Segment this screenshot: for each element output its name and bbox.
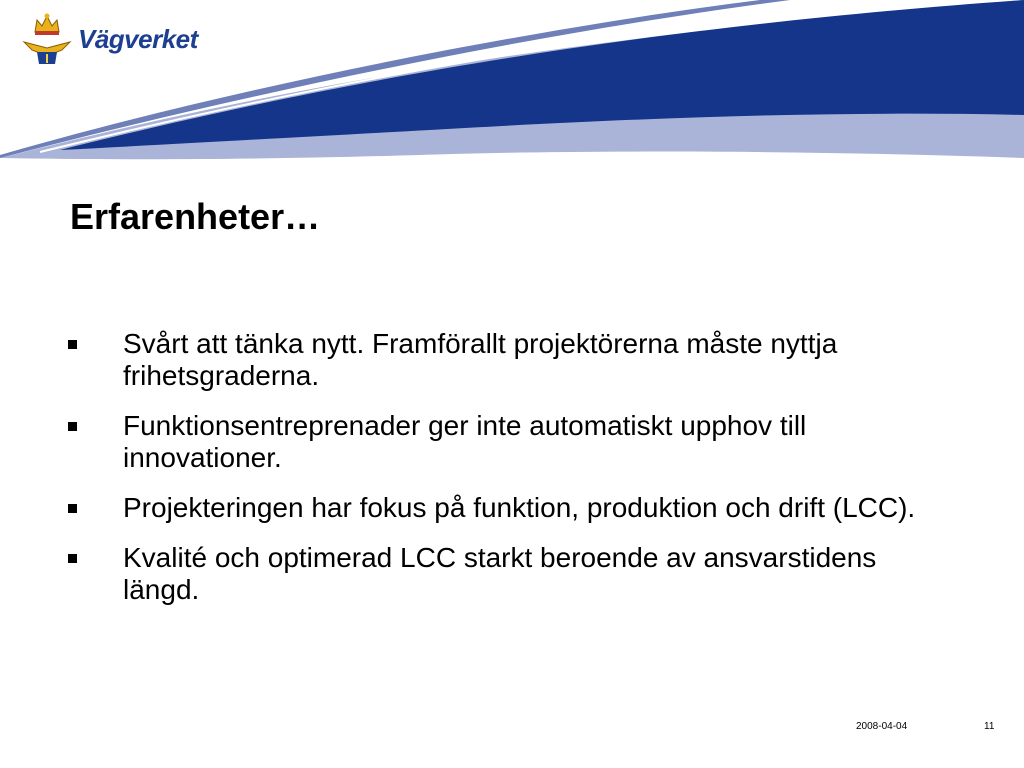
square-bullet-icon — [68, 422, 77, 431]
vagverket-logo — [22, 12, 198, 66]
crown-wing-emblem-icon — [22, 12, 72, 66]
square-bullet-icon — [68, 340, 77, 349]
footer-date: 2008-04-04 — [856, 721, 908, 732]
square-bullet-icon — [68, 554, 77, 563]
list-item — [60, 328, 940, 392]
bullet-text: Projekteringen har fokus på funktion, produktion och drift (LCC). — [123, 492, 916, 523]
slide-title: Erfarenheter… — [70, 196, 321, 237]
bullet-list — [60, 328, 940, 624]
bullet-text: Funktionsentreprenader ger inte automatiskt upphov till innovationer. — [123, 410, 807, 473]
list-item — [60, 492, 940, 524]
list-item — [60, 542, 940, 606]
bullet-text: Svårt att tänka nytt. Framförallt projektörerna måste nyttja frihetsgraderna. — [123, 328, 838, 391]
logo-text: Vägverket — [78, 23, 198, 54]
square-bullet-icon — [68, 504, 77, 513]
bullet-text: Kvalité och optimerad LCC starkt beroende av ansvarstidens längd. — [123, 542, 877, 605]
page-number: 11 — [984, 721, 995, 732]
list-item — [60, 410, 940, 474]
